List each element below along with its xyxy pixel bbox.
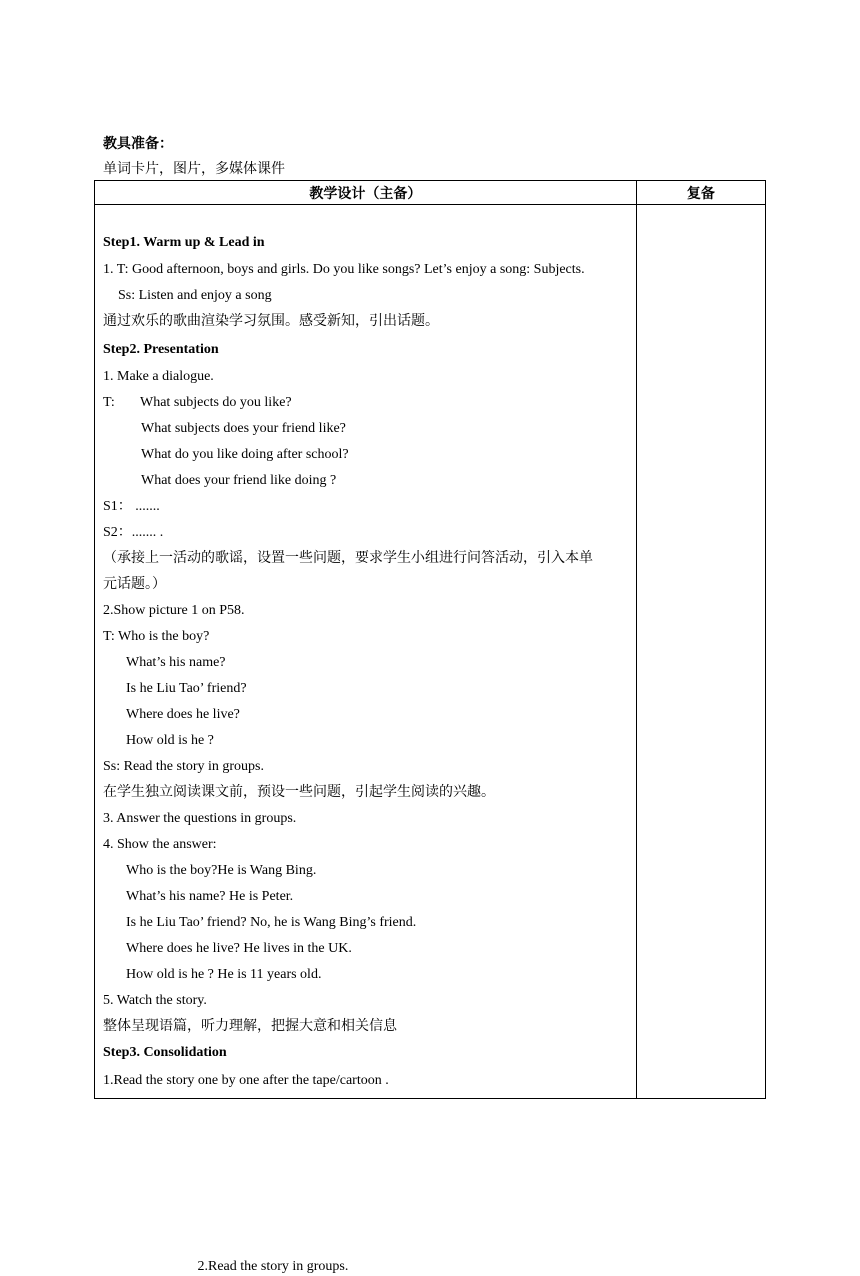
teacher-label: T: [103,395,115,410]
side-cell [636,205,765,1099]
step2-note: 元话题。） [103,577,166,592]
step2-question: Is he Liu Tao’ friend? [126,681,247,696]
step3-title: Step3. Consolidation [103,1045,227,1060]
main-cell [95,205,637,1274]
step2-line: T: Who is the boy? [103,629,210,644]
prep-body: 单词卡片，图片，多媒体课件 [103,162,285,177]
step2-teacher-question [103,394,292,412]
step2-note: 在学生独立阅读课文前，预设一些问题，引起学生阅读的兴趣。 [103,785,495,800]
step3-line: 1.Read the story one by one after the tape/cartoon . [103,1073,389,1088]
step2-question: What do you like doing after school? [141,447,349,462]
step2-line: 4. Show the answer: [103,837,217,852]
step2-line: 5. Watch the story. [103,993,207,1008]
step2-question: What’s his name? [126,655,226,670]
step2-note: 整体呈现语篇，听力理解，把握大意和相关信息 [103,1019,397,1034]
step2-note: （承接上一活动的歌谣，设置一些问题，要求学生小组进行问答活动，引入本单 [103,551,593,566]
step2-question: How old is he ? [126,733,214,748]
step2-line: 3. Answer the questions in groups. [103,811,297,826]
header-main: 教学设计（主备） [95,181,637,205]
step2-answer: How old is he ? He is 11 years old. [126,967,322,982]
step1-line: Ss: Listen and enjoy a song [118,288,272,303]
step2-title: Step2. Presentation [103,342,219,357]
step2-answer: Where does he live? He lives in the UK. [126,941,352,956]
step2-line: Ss: Read the story in groups. [103,759,264,774]
step2-question: What does your friend like doing ? [141,473,337,488]
step2-question: Where does he live? [126,707,240,722]
question-text: What subjects do you like? [140,395,292,410]
step1-note: 通过欢乐的歌曲渲染学习氛围。感受新知，引出话题。 [103,314,439,329]
step2-line: 1. Make a dialogue. [103,369,214,384]
step2-student-line: S1： ....... [103,499,160,514]
lesson-table [94,180,766,1274]
step2-question: What subjects does your friend like? [141,421,346,436]
step3-line: 2.Read the story in groups. [197,1258,349,1274]
step2-answer: What’s his name? He is Peter. [126,889,294,904]
header-side: 复备 [636,181,765,205]
main-content [95,205,636,1098]
table-body-row [95,205,766,1099]
step2-answer: Is he Liu Tao’ friend? No, he is Wang Bing’s friend. [126,915,417,930]
table-header-row [95,181,766,205]
step2-answer: Who is the boy?He is Wang Bing. [126,863,317,878]
step2-student-line: S2：....... . [103,525,164,540]
step1-title: Step1. Warm up & Lead in [103,235,265,250]
step1-line: 1. T: Good afternoon, boys and girls. Do you like songs? Let’s enjoy a song: Subjects. [103,262,585,277]
step2-line: 2.Show picture 1 on P58. [103,603,245,618]
prep-title: 教具准备： [103,137,173,152]
